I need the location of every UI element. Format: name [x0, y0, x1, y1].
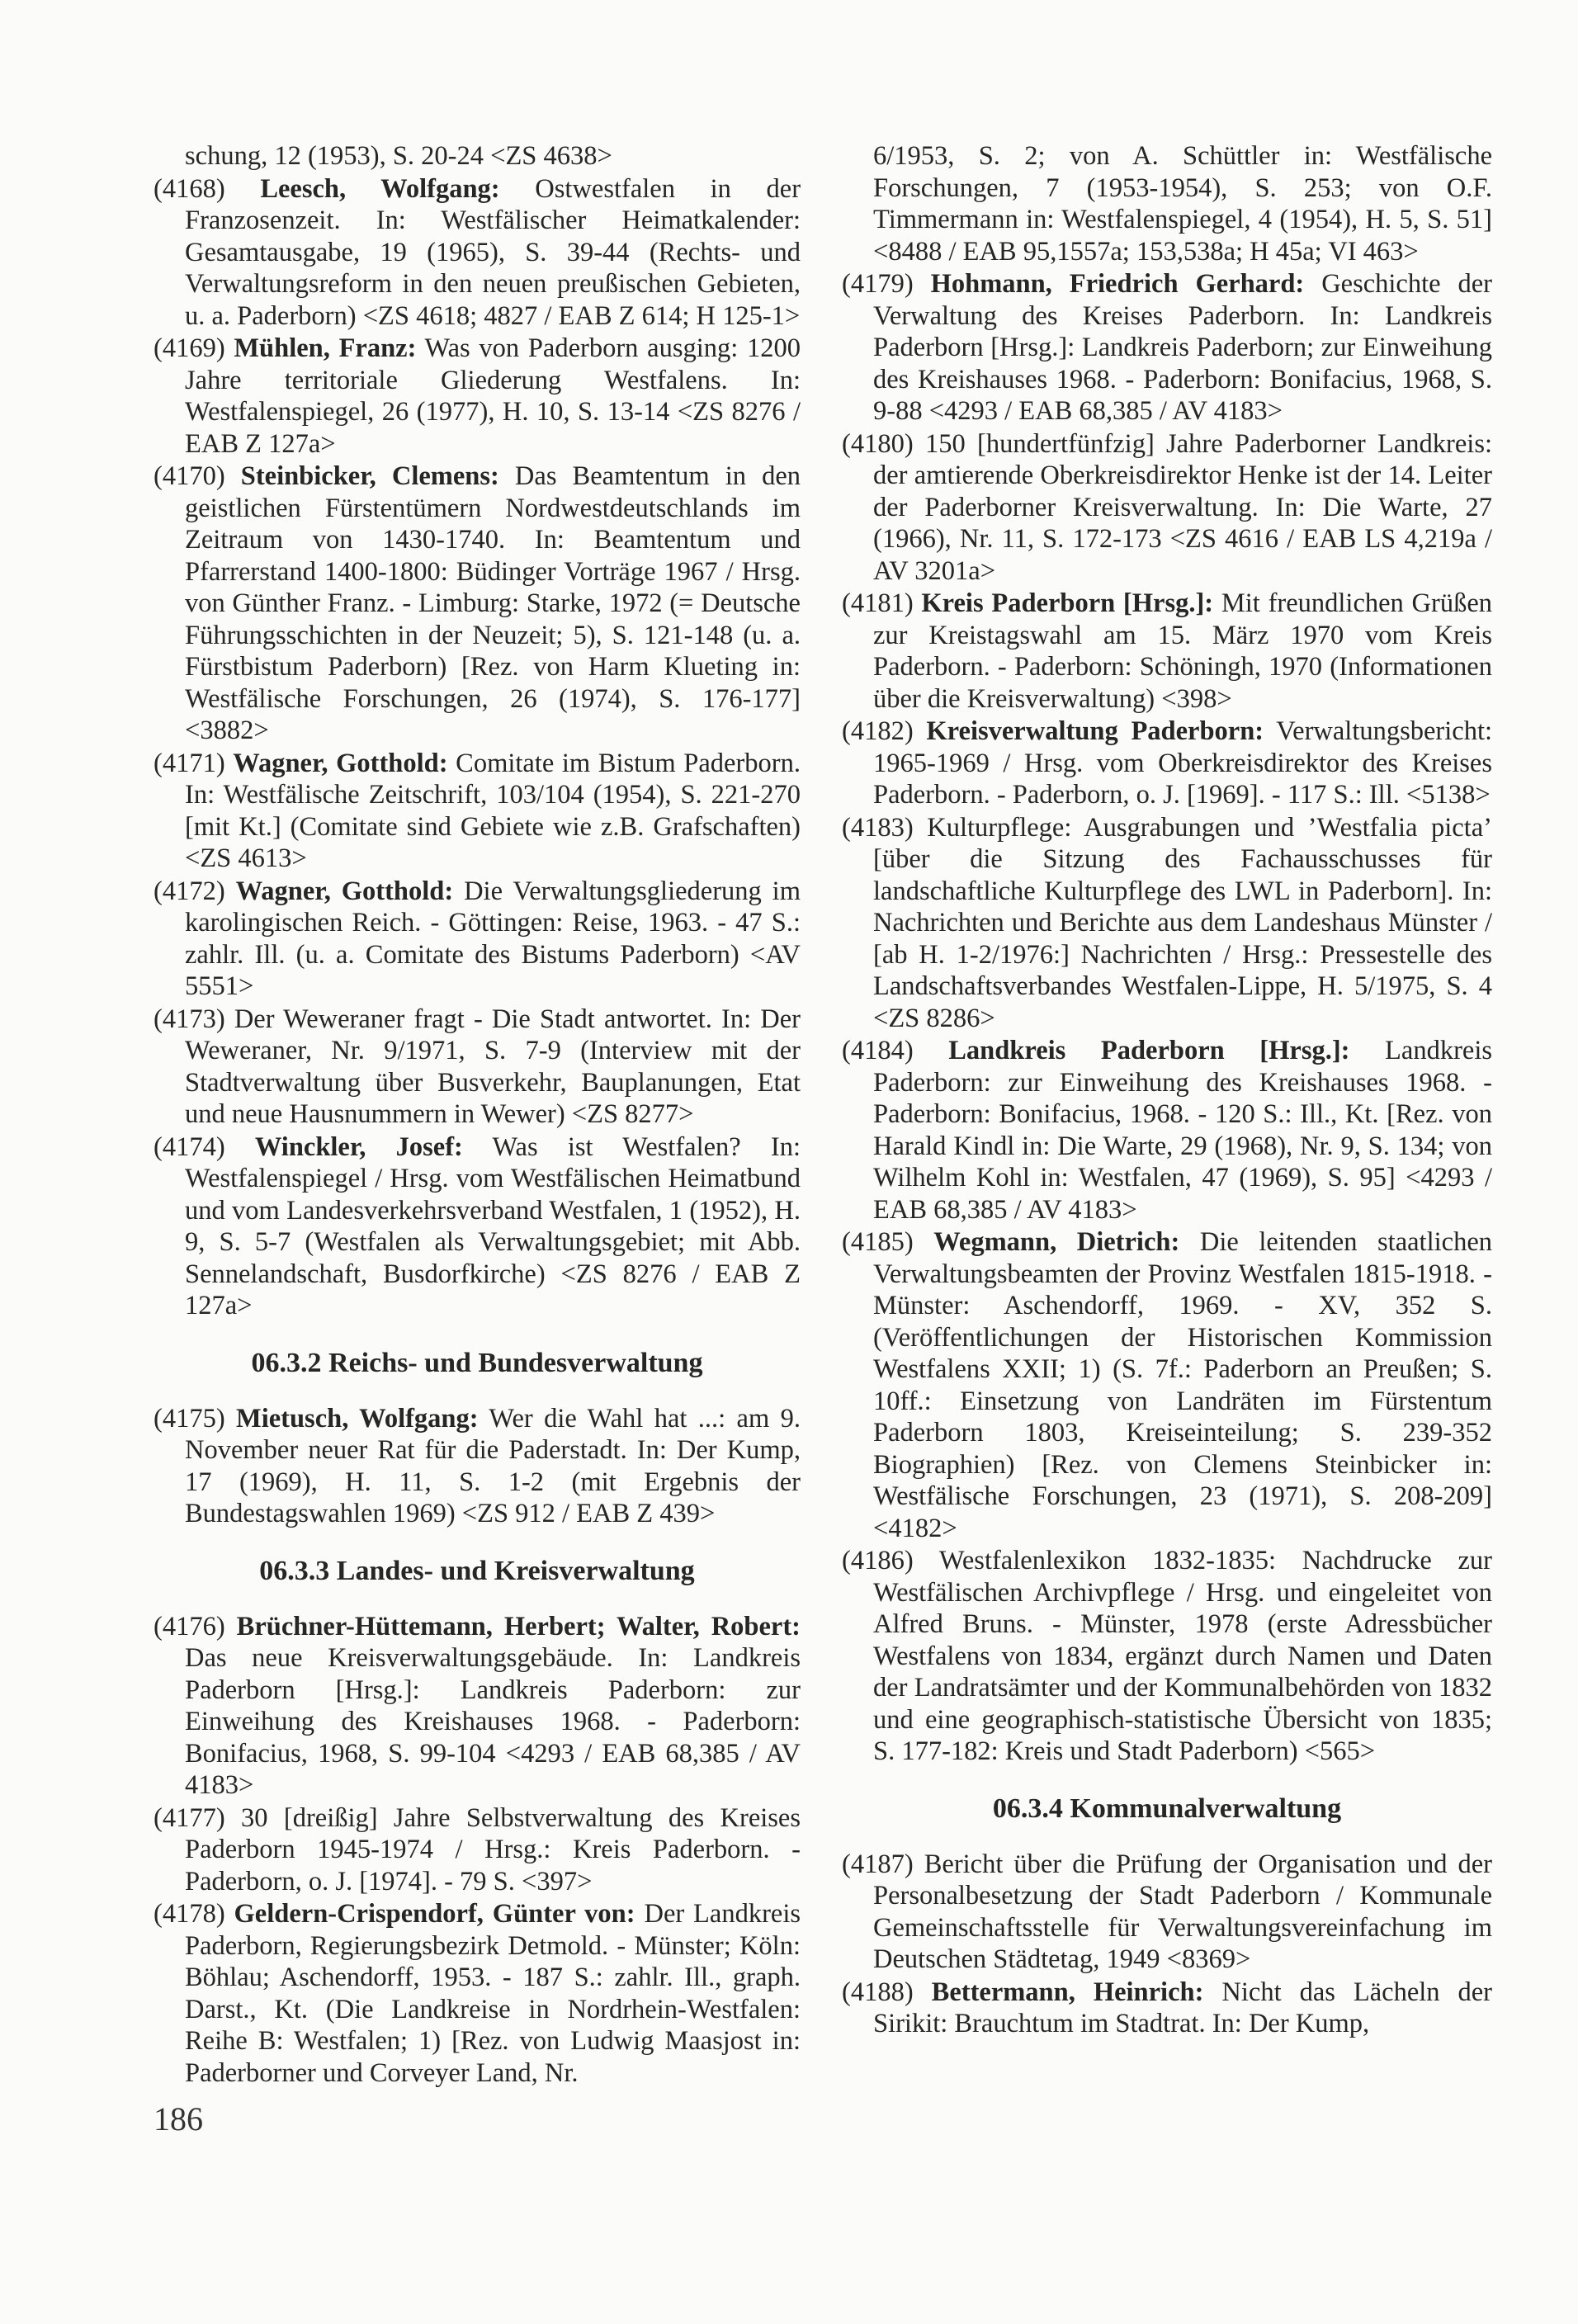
right-column: [842, 140, 1492, 2041]
bibliography-entry: (4187) Bericht über die Prüfung der Organisation und der Personalbesetzung der Stadt Paderborn / Kommunale Gemeinschaftsstelle für Verwaltungsvereinfachung im Deutschen Städtetag, 1949 <8369>: [842, 1849, 1492, 1974]
bibliography-entry: (4169) Mühlen, Franz: Was von Paderborn ausging: 1200 Jahre territoriale Gliederung Westfalens. In: Westfalenspiegel, 26 (1977), H. 10, S. 13-14 <ZS 8276 / EAB Z 127a>: [154, 333, 801, 459]
bibliography-entry: (4178) Geldern-Crispendorf, Günter von: Der Landkreis Paderborn, Regierungsbezirk Detmold. - Münster; Köln: Böhlau; Aschendorff, 1953. - 187 S.: zahlr. Ill., graph. Darst., Kt. (Die Landkreise in Nordrhein-Westfalen: Reihe B: Westfalen; 1) [Rez. von Ludwig Maasjost in: Paderborner und Corveyer Land, Nr.: [154, 1899, 801, 2088]
bibliography-entry: (4186) Westfalenlexikon 1832-1835: Nachdrucke zur Westfälischen Archivpflege / Hrsg. und eingeleitet von Alfred Bruns. - Münster, 1978 (erste Adressbücher Westfalens von 1834, ergänzt durch Namen und Daten der Landratsämter und der Kommunalbehörden von 1832 und eine geographisch-statistische Übersicht von 1835; S. 177-182: Kreis und Stadt Paderborn) <565>: [842, 1546, 1492, 1766]
bibliography-entry: schung, 12 (1953), S. 20-24 <ZS 4638>: [185, 141, 612, 171]
bibliography-entry: (4184) Landkreis Paderborn [Hrsg.]: Landkreis Paderborn: zur Einweihung des Kreishauses 1968. - Paderborn: Bonifacius, 1968. - 120 S.: Ill., Kt. [Rez. von Harald Kindl in: Die Warte, 29 (1968), Nr. 9, S. 134; von Wilhelm Kohl in: Westfalen, 47 (1969), S. 95] <4293 / EAB 68,385 / AV 4183>: [842, 1036, 1492, 1225]
bibliography-entry: 6/1953, S. 2; von A. Schüttler in: Westfälische Forschungen, 7 (1953-1954), S. 253; von O.F. Timmermann in: Westfalenspiegel, 4 (1954), H. 5, S. 51] <8488 / EAB 95,1557a; 153,538a; H 45a; VI 463>: [873, 141, 1492, 267]
bibliography-entry: (4175) Mietusch, Wolfgang: Wer die Wahl hat ...: am 9. November neuer Rat für die Paderstadt. In: Der Kump, 17 (1969), H. 11, S. 1-2 (mit Ergebnis der Bundestagswahlen 1969) <ZS 912 / EAB Z 439>: [154, 1403, 801, 1528]
bibliography-entry: (4171) Wagner, Gotthold: Comitate im Bistum Paderborn. In: Westfälische Zeitschrift, 103/104 (1954), S. 221-270 [mit Kt.] (Comitate sind Gebiete wie z.B. Grafschaften) <ZS 4613>: [154, 748, 801, 873]
bibliography-entry: (4168) Leesch, Wolfgang: Ostwestfalen in der Franzosenzeit. In: Westfälischer Heimatkalender: Gesamtausgabe, 19 (1965), S. 39-44 (Rechts- und Verwaltungsreform in den neuen preußischen Gebieten, u. a. Paderborn) <ZS 4618; 4827 / EAB Z 614; H 125-1>: [154, 173, 801, 331]
bibliography-entry: (4172) Wagner, Gotthold: Die Verwaltungsgliederung im karolingischen Reich. - Göttingen: Reise, 1963. - 47 S.: zahlr. Ill. (u. a. Comitate des Bistums Paderborn) <AV 5551>: [154, 876, 801, 1001]
bibliography-entry: (4181) Kreis Paderborn [Hrsg.]: Mit freundlichen Grüßen zur Kreistagswahl am 15. März 1970 vom Kreis Paderborn. - Paderborn: Schöningh, 1970 (Informationen über die Kreisverwaltung) <398>: [842, 588, 1492, 714]
bibliography-entry: (4170) Steinbicker, Clemens: Das Beamtentum in den geistlichen Fürstentümern Nordwestdeutschlands im Zeitraum von 1430-1740. In: Beamtentum und Pfarrerstand 1400-1800: Büdinger Vorträge 1967 / Hrsg. von Günther Franz. - Limburg: Starke, 1972 (= Deutsche Führungsschichten in der Neuzeit; 5), S. 121-148 (u. a. Fürstbistum Paderborn) [Rez. von Harm Klueting in: Westfälische Forschungen, 26 (1974), S. 176-177] <3882>: [154, 461, 801, 745]
bibliography-entry: (4177) 30 [dreißig] Jahre Selbstverwaltung des Kreises Paderborn 1945-1974 / Hrsg.: Kreis Paderborn. - Paderborn, o. J. [1974]. - 79 S. <397>: [154, 1802, 801, 1897]
page-number: 186: [154, 2100, 203, 2137]
bibliography-entry: (4179) Hohmann, Friedrich Gerhard: Geschichte der Verwaltung des Kreises Paderborn. In: Landkreis Paderborn [Hrsg.]: Landkreis Paderborn; zur Einweihung des Kreishauses 1968. - Paderborn: Bonifacius, 1968, S. 9-88 <4293 / EAB 68,385 / AV 4183>: [842, 269, 1493, 426]
section-heading: 06.3.2 Reichs- und Bundesverwaltung: [251, 1347, 703, 1378]
bibliography-entry: (4174) Winckler, Josef: Was ist Westfalen? In: Westfalenspiegel / Hrsg. vom Westfälischen Heimatbund und vom Landesverkehrsverband Westfalen, 1 (1952), H. 9, S. 5-7 (Westfalen als Verwaltungsgebiet; mit Abb. Sennelandschaft, Busdorfkirche) <ZS 8276 / EAB Z 127a>: [154, 1131, 801, 1320]
bibliography-entry: (4182) Kreisverwaltung Paderborn: Verwaltungsbericht: 1965-1969 / Hrsg. vom Oberkreisdirektor des Kreises Paderborn. - Paderborn, o. J. [1969]. - 117 S.: Ill. <5138>: [842, 716, 1493, 810]
bibliography-entry: (4185) Wegmann, Dietrich: Die leitenden staatlichen Verwaltungsbeamten der Provinz Westfalen 1815-1918. - Münster: Aschendorff, 1969. - XV, 352 S. (Veröffentlichungen der Historischen Kommission Westfalens XXII; 1) (S. 7f.: Paderborn an Preußen; S. 10ff.: Einsetzung von Landräten im Fürstentum Paderborn 1803, Kreiseinteilung; S. 239-352 Biographien) [Rez. von Clemens Steinbicker in: Westfälische Forschungen, 23 (1971), S. 208-209] <4182>: [842, 1227, 1492, 1543]
bibliography-entry: (4188) Bettermann, Heinrich: Nicht das Lächeln der Sirikit: Brauchtum im Stadtrat. In: Der Kump,: [842, 1977, 1493, 2038]
left-column: [154, 140, 801, 2090]
bibliography-entry: (4183) Kulturpflege: Ausgrabungen und ’Westfalia picta’ [über die Sitzung des Fachausschusses für landschaftliche Kulturpflege des LWL in Paderborn]. In: Nachrichten und Berichte aus dem Landeshaus Münster / [ab H. 1-2/1976:] Nachrichten / Hrsg.: Pressestelle des Landschaftsverbandes Westfalen-Lippe, H. 5/1975, S. 4 <ZS 8286>: [842, 812, 1492, 1033]
section-heading: 06.3.3 Landes- und Kreisverwaltung: [259, 1555, 695, 1586]
bibliography-entry: (4180) 150 [hundertfünfzig] Jahre Paderborner Landkreis: der amtierende Oberkreisdirektor Henke ist der 14. Leiter der Paderborner Kreisverwaltung. In: Die Warte, 27 (1966), Nr. 11, S. 172-173 <ZS 4616 / EAB LS 4,219a / AV 3201a>: [842, 428, 1492, 586]
section-heading: 06.3.4 Kommunalverwaltung: [992, 1793, 1342, 1824]
bibliography-entry: (4176) Brüchner-Hüttemann, Herbert; Walter, Robert: Das neue Kreisverwaltungsgebäude. In: Landkreis Paderborn [Hrsg.]: Landkreis Paderborn: zur Einweihung des Kreishauses 1968. - Paderborn: Bonifacius, 1968, S. 99-104 <4293 / EAB 68,385 / AV 4183>: [154, 1611, 801, 1800]
bibliography-entry: (4173) Der Weweraner fragt - Die Stadt antwortet. In: Der Weweraner, Nr. 9/1971, S. 7-9 (Interview mit der Stadtverwaltung über Busverkehr, Bauplanungen, Etat und neue Hausnummern in Wewer) <ZS 8277>: [154, 1004, 801, 1129]
